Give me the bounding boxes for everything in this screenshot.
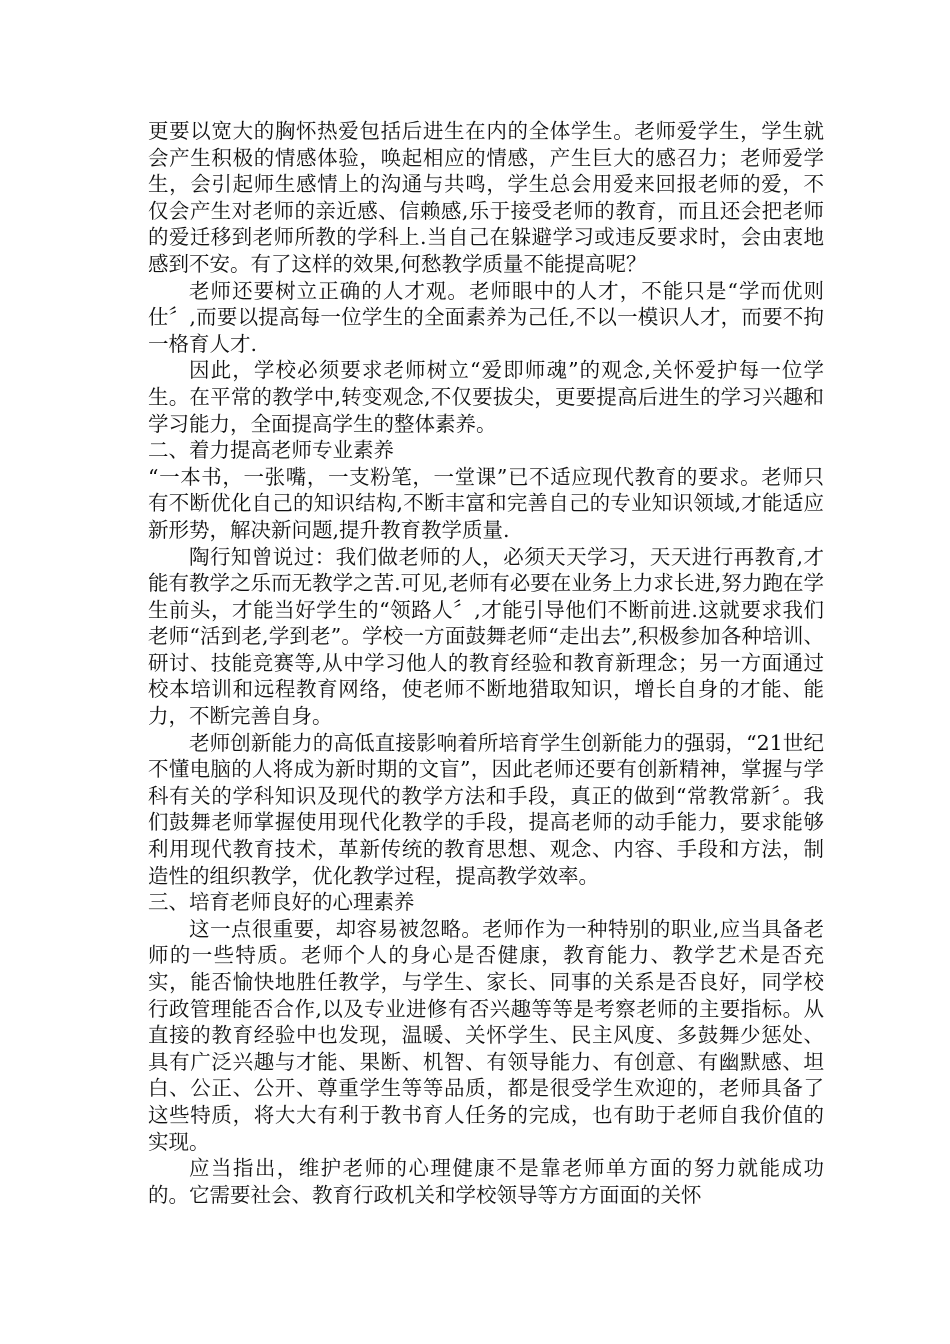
body-paragraph-4: “一本书，一张嘴，一支粉笔，一堂课”已不适应现代教育的要求。老师只有不断优化自己的知识结构,不断丰富和完善自己的专业知识领域,才能适应新形势，解决新问题,提升教育教学质量. bbox=[148, 464, 824, 542]
body-paragraph-1: 更要以宽大的胸怀热爱包括后进生在内的全体学生。老师爱学生，学生就会产生积极的情感体验，唤起相应的情感，产生巨大的感召力；老师爱学生，会引起师生感情上的沟通与共鸣，学生总会用爱来回报老师的爱，不仅会产生对老师的亲近感、信赖感,乐于接受老师的教育，而且还会把老师的爱迁移到老师所教的学科上.当自己在躲避学习或违反要求时，会由衷地感到不安。有了这样的效果,何愁教学质量不能提高呢？ bbox=[148, 119, 824, 276]
body-paragraph-5: 陶行知曾说过：我们做老师的人，必须天天学习，天天进行再教育,才能有教学之乐而无教学之苦.可见,老师有必要在业务上力求长进,努力跑在学生前头，才能当好学生的“领路人〞,才能引导他们不断前进.这就要求我们老师“活到老,学到老”。学校一方面鼓舞老师“走出去”,积极参加各种培训、研讨、技能竞赛等,从中学习他人的教育经验和教育新理念；另一方面通过校本培训和远程教育网络，使老师不断地猎取知识，增长自身的才能、能力，不断完善自身。 bbox=[148, 544, 824, 729]
body-paragraph-8: 应当指出，维护老师的心理健康不是靠老师单方面的努力就能成功的。它需要社会、教育行政机关和学校领导等方方面面的关怀 bbox=[148, 1156, 824, 1207]
body-paragraph-3: 因此，学校必须要求老师树立“爱即师魂”的观念,关怀爱护每一位学生。在平常的教学中,转变观念,不仅要拔尖，更要提高后进生的学习兴趣和学习能力，全面提高学生的整体素养。 bbox=[148, 358, 824, 436]
body-paragraph-7: 这一点很重要，却容易被忽略。老师作为一种特别的职业,应当具备老师的一些特质。老师个人的身心是否健康，教育能力、教学艺术是否充实，能否愉快地胜任教学，与学生、家长、同事的关系是否良好，同学校行政管理能否合作,以及专业进修有否兴趣等等是考察老师的主要指标。从直接的教育经验中也发现，温暖、关怀学生、民主风度、多鼓舞少惩处、具有广泛兴趣与才能、果断、机智、有领导能力、有创意、有幽默感、坦白、公正、公开、尊重学生等等品质，都是很受学生欢迎的，老师具备了这些特质，将大大有利于教书育人任务的完成，也有助于老师自我价值的实现。 bbox=[148, 916, 824, 1154]
body-paragraph-2: 老师还要树立正确的人才观。老师眼中的人才，不能只是“学而优则仕〞,而要以提高每一位学生的全面素养为己任,不以一模识人才，而要不拘一格育人才. bbox=[148, 278, 824, 356]
document-page bbox=[148, 118, 824, 1208]
section-heading-3: 三、培育老师良好的心理素养 bbox=[148, 890, 415, 915]
section-heading-2: 二、着力提高老师专业素养 bbox=[148, 438, 394, 463]
body-paragraph-6: 老师创新能力的高低直接影响着所培育学生创新能力的强弱，“21世纪不懂电脑的人将成为新时期的文盲”，因此老师还要有创新精神，掌握与学科有关的学科知识及现代的教学方法和手段，真正的做到“常教常新〞。我们鼓舞老师掌握使用现代化教学的手段，提高老师的动手能力，要求能够利用现代教育技术，革新传统的教育思想、观念、内容、手段和方法，制造性的组织教学，优化教学过程，提高教学效率。 bbox=[148, 730, 824, 888]
